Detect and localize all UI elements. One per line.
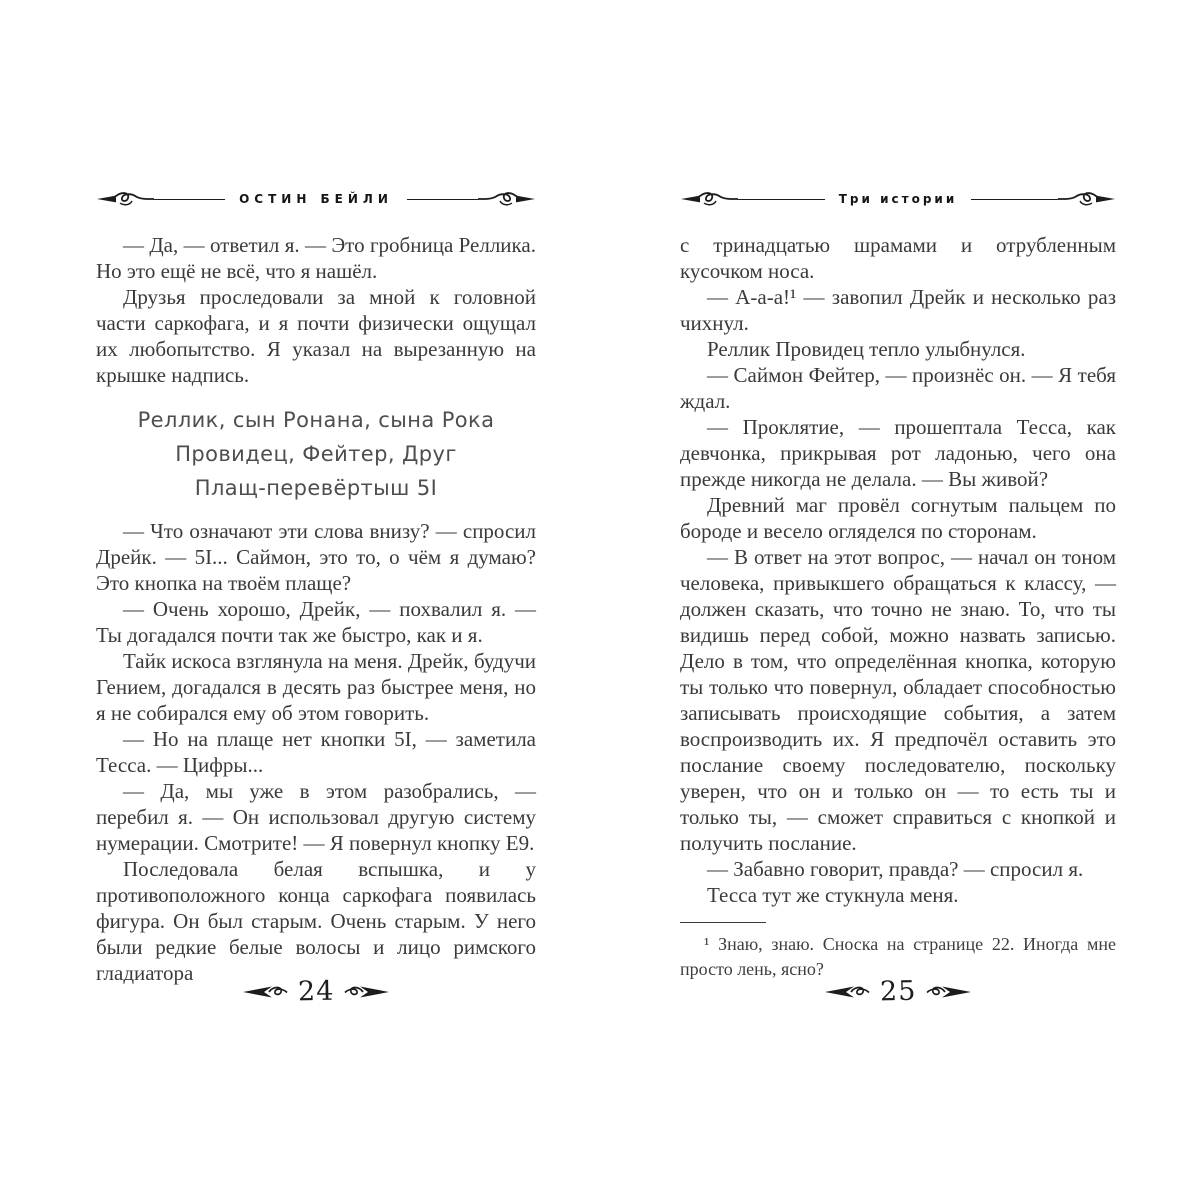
paragraph: — Что означают эти слова внизу? — спросил Дрейк. — 5I... Саймон, это то, о чём я думаю? Это кнопка на твоём плаще?	[96, 519, 536, 595]
left-page-folio	[96, 976, 536, 1007]
paragraph: — Проклятие, — прошептала Тесса, как девчонка, прикрывая рот ладонью, чего она прежде никогда не делала. — Вы живой?	[680, 415, 1116, 491]
paragraph: Тесса тут же стукнула меня.	[707, 883, 959, 907]
header-flourish-right-icon	[478, 190, 536, 208]
paragraph: Последовала белая вспышка, и у противоположного конца саркофага появилась фигура. Он был старым. Очень старым. У него были редкие белые волосы и лицо римского гладиатора	[96, 857, 536, 985]
paragraph: — Забавно говорит, правда? — спросил я.	[707, 857, 1084, 881]
footnote-block	[680, 922, 1116, 982]
paragraph: Друзья проследовали за мной к головной части саркофага, и я почти физически ощущал их любопытство. Я указал на вырезанную на крышке надпись.	[96, 285, 536, 387]
paragraph: — Но на плаще нет кнопки 5I, — заметила Тесса. — Цифры...	[96, 727, 536, 777]
folio-flourish-right-icon	[926, 983, 972, 1001]
folio-flourish-right-icon	[344, 983, 390, 1001]
footnote-text: ¹ Знаю, знаю. Сноска на странице 22. Иногда мне просто лень, ясно?	[680, 934, 1116, 979]
paragraph: — Очень хорошо, Дрейк, — похвалил я. — Ты догадался почти так же быстро, как и я.	[96, 597, 536, 647]
left-header-title: ОСТИН БЕЙЛИ	[239, 192, 393, 206]
right-header-title: Три истории	[838, 192, 958, 206]
header-rule	[738, 199, 825, 200]
header-rule	[154, 199, 225, 200]
left-page	[96, 188, 536, 1048]
header-flourish-right-icon	[1058, 190, 1116, 208]
right-page	[680, 188, 1116, 1048]
paragraph: — А-а-а!¹ — завопил Дрейк и несколько раз чихнул.	[680, 285, 1116, 335]
footnote-rule	[680, 922, 766, 923]
inscription-line: Плащ-перевёртыш 5I	[194, 476, 438, 500]
left-running-head	[96, 188, 536, 210]
sarcophagus-inscription	[96, 403, 536, 505]
left-page-body	[96, 232, 536, 986]
right-page-body	[680, 232, 1116, 982]
paragraph: Тайк искоса взглянула на меня. Дрейк, будучи Гением, догадался в десять раз быстрее меня, но я не собирался ему об этом говорить.	[96, 649, 536, 725]
folio-flourish-left-icon	[824, 983, 870, 1001]
header-rule	[407, 199, 478, 200]
paragraph: с тринадцатью шрамами и отрубленным кусочком носа.	[680, 233, 1116, 283]
page-number: 24	[297, 975, 335, 1008]
paragraph: — Да, мы уже в этом разобрались, — перебил я. — Он использовал другую систему нумерации. Смотрите! — Я повернул кнопку Е9.	[96, 779, 536, 855]
paragraph: — Саймон Фейтер, — произнёс он. — Я тебя ждал.	[680, 363, 1116, 413]
header-rule	[971, 199, 1058, 200]
inscription-line: Реллик, сын Ронана, сына Рока	[137, 408, 495, 432]
paragraph: Реллик Провидец тепло улыбнулся.	[707, 337, 1026, 361]
right-running-head	[680, 188, 1116, 210]
right-page-folio	[680, 976, 1116, 1007]
header-flourish-left-icon	[680, 190, 738, 208]
folio-flourish-left-icon	[242, 983, 288, 1001]
page-number: 25	[879, 975, 917, 1008]
paragraph: — В ответ на этот вопрос, — начал он тоном человека, привыкшего обращаться к классу, — должен сказать, что точно не знаю. То, что ты видишь перед собой, можно назвать записью. Дело в том, что определённая кнопка, которую ты только что повернул, обладает способностью записывать происходящие события, а затем воспроизводить их. Я предпочёл оставить это послание своему последователю, поскольку уверен, что он и только он — то есть ты и только ты, — сможет справиться с кнопкой и получить послание.	[680, 545, 1116, 855]
paragraph: — Да, — ответил я. — Это гробница Реллика. Но это ещё не всё, что я нашёл.	[96, 233, 536, 283]
header-flourish-left-icon	[96, 190, 154, 208]
paragraph: Древний маг провёл согнутым пальцем по бороде и весело огляделся по сторонам.	[680, 493, 1116, 543]
inscription-line: Провидец, Фейтер, Друг	[175, 442, 457, 466]
